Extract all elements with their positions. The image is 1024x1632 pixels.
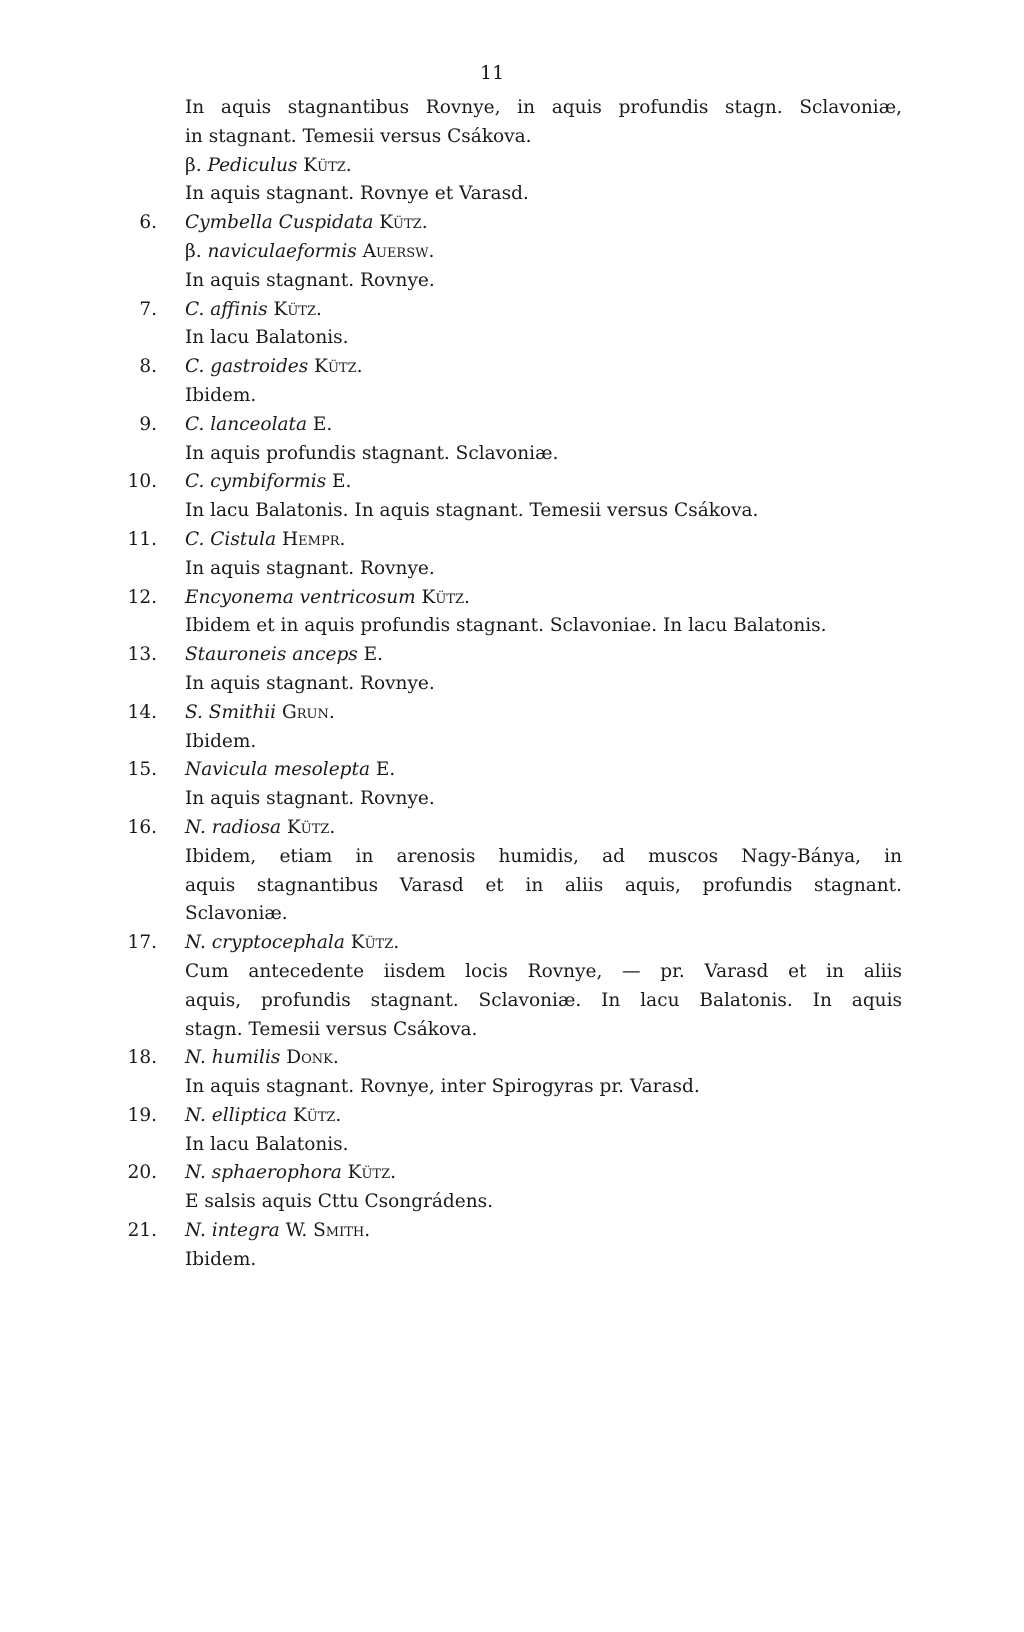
species-name: C. affinis <box>185 298 268 320</box>
species-name: C. cymbiformis <box>185 471 327 493</box>
locality-line: Ibidem. <box>185 1248 257 1270</box>
species-entry <box>0 814 1024 843</box>
author-abbrev: Kütz. <box>421 586 470 608</box>
entry-number: 20. <box>127 1162 157 1184</box>
locality-line: stagn. Temesii versus Csákova. <box>185 1018 478 1040</box>
species-name: N. cryptocephala <box>185 932 345 954</box>
species-entry <box>0 468 1024 497</box>
locality-line: In aquis profundis stagnant. Sclavoniæ. <box>185 442 559 464</box>
species-name: N. integra <box>185 1220 280 1242</box>
species-name: C. gastroides <box>185 356 309 378</box>
species-entry <box>0 1217 1024 1246</box>
species-entry <box>0 641 1024 670</box>
document-body <box>0 94 1024 1275</box>
species-name: C. lanceolata <box>185 413 307 435</box>
entry-number: 16. <box>127 816 157 838</box>
species-entry <box>0 1159 1024 1188</box>
species-name: Navicula mesolepta <box>185 759 370 781</box>
species-entry <box>0 756 1024 785</box>
species-name: N. elliptica <box>185 1104 288 1126</box>
species-name: Stauroneis anceps <box>185 644 358 666</box>
author-abbrev: Kütz. <box>273 298 322 320</box>
species-entry <box>0 1044 1024 1073</box>
author-abbrev: Kütz. <box>292 1104 342 1126</box>
locality-line: Cum antecedente iisdem locis Rovnye, — pr. Varasd et in aliis <box>185 960 902 982</box>
locality-line: Sclavoniæ. <box>185 903 288 925</box>
species-name: N. radiosa <box>185 816 282 838</box>
species-entry <box>0 584 1024 613</box>
author-abbrev: Kütz. <box>347 1162 397 1184</box>
author-abbrev: Kütz. <box>303 154 352 176</box>
entry-number: 10. <box>127 471 157 493</box>
entry-number: 19. <box>127 1104 157 1126</box>
locality-line: Ibidem et in aquis profundis stagnant. Sclavoniae. In lacu Balatonis. <box>185 615 827 637</box>
author-abbrev: Kütz. <box>286 816 336 838</box>
author-abbrev: E. <box>332 471 352 493</box>
locality-line: E salsis aquis Cttu Csongrádens. <box>185 1191 494 1213</box>
locality-line: Ibidem, etiam in arenosis humidis, ad muscos Nagy-Bánya, in <box>185 845 902 867</box>
entry-number: 9. <box>139 413 157 435</box>
species-name: C. Cistula <box>185 528 277 550</box>
locality-line: In aquis stagnant. Rovnye. <box>185 557 435 579</box>
page-number: 11 <box>480 62 505 84</box>
variety-entry <box>0 152 1024 181</box>
locality-line: In aquis stagnant. Rovnye. <box>185 788 435 810</box>
author-abbrev: Kütz. <box>379 212 428 234</box>
variety-entry <box>0 238 1024 267</box>
entry-number: 18. <box>127 1047 157 1069</box>
entry-number: 14. <box>127 701 157 723</box>
entry-number: 8. <box>139 356 157 378</box>
entry-number: 7. <box>139 298 157 320</box>
locality-line: In aquis stagnant. Rovnye, inter Spirogyras pr. Varasd. <box>185 1076 700 1098</box>
species-entry <box>0 411 1024 440</box>
entry-number: 13. <box>127 644 157 666</box>
species-name: N. sphaerophora <box>185 1162 342 1184</box>
species-entry <box>0 209 1024 238</box>
locality-line: In aquis stagnantibus Rovnye, in aquis profundis stagn. Sclavoniæ, <box>185 97 902 118</box>
entry-number: 15. <box>127 759 157 781</box>
species-entry <box>0 353 1024 382</box>
author-abbrev: Auersw. <box>362 240 435 262</box>
author-abbrev: E. <box>375 759 396 781</box>
author-abbrev: Hempr. <box>282 528 346 550</box>
locality-line: In lacu Balatonis. In aquis stagnant. Temesii versus Csákova. <box>185 500 759 522</box>
entry-number: 11. <box>127 528 157 550</box>
author-abbrev: E. <box>363 644 384 666</box>
author-abbrev: Kütz. <box>350 932 400 954</box>
species-entry <box>0 526 1024 555</box>
locality-line: aquis stagnantibus Varasd et in aliis aquis, profundis stagnant. <box>185 874 902 896</box>
author-abbrev: W. Smith. <box>285 1220 371 1242</box>
species-name: Pediculus <box>207 154 298 176</box>
entry-number: 12. <box>127 586 157 608</box>
locality-line: In aquis stagnant. Rovnye. <box>185 672 435 694</box>
author-abbrev: Donk. <box>286 1047 339 1069</box>
species-entry <box>0 1102 1024 1131</box>
locality-line: In lacu Balatonis. <box>185 1133 349 1155</box>
locality-line: Ibidem. <box>185 384 257 406</box>
species-entry <box>0 929 1024 958</box>
entry-number: 6. <box>139 212 157 234</box>
entry-number: 17. <box>127 932 157 954</box>
entry-number: 21. <box>127 1220 157 1242</box>
species-entry <box>0 296 1024 325</box>
locality-line: aquis, profundis stagnant. Sclavoniæ. In lacu Balatonis. In aquis <box>185 989 902 1011</box>
author-abbrev: Grun. <box>281 701 335 723</box>
species-name: Cymbella Cuspidata <box>185 212 374 234</box>
species-name: naviculaeformis <box>207 240 357 262</box>
species-name: N. humilis <box>185 1047 281 1069</box>
locality-line: In lacu Balatonis. <box>185 327 349 349</box>
locality-line: In aquis stagnant. Rovnye. <box>185 269 435 291</box>
species-entry <box>0 699 1024 728</box>
author-abbrev: Kütz. <box>314 356 363 378</box>
variety-marker: β. <box>185 240 202 262</box>
locality-line: Ibidem. <box>185 730 257 752</box>
species-name: S. Smithii <box>185 701 277 723</box>
author-abbrev: E. <box>312 413 333 435</box>
locality-line: In aquis stagnant. Rovnye et Varasd. <box>185 183 529 205</box>
variety-marker: β. <box>185 154 202 176</box>
locality-line: in stagnant. Temesii versus Csákova. <box>185 125 532 147</box>
species-name: Encyonema ventricosum <box>185 586 416 608</box>
